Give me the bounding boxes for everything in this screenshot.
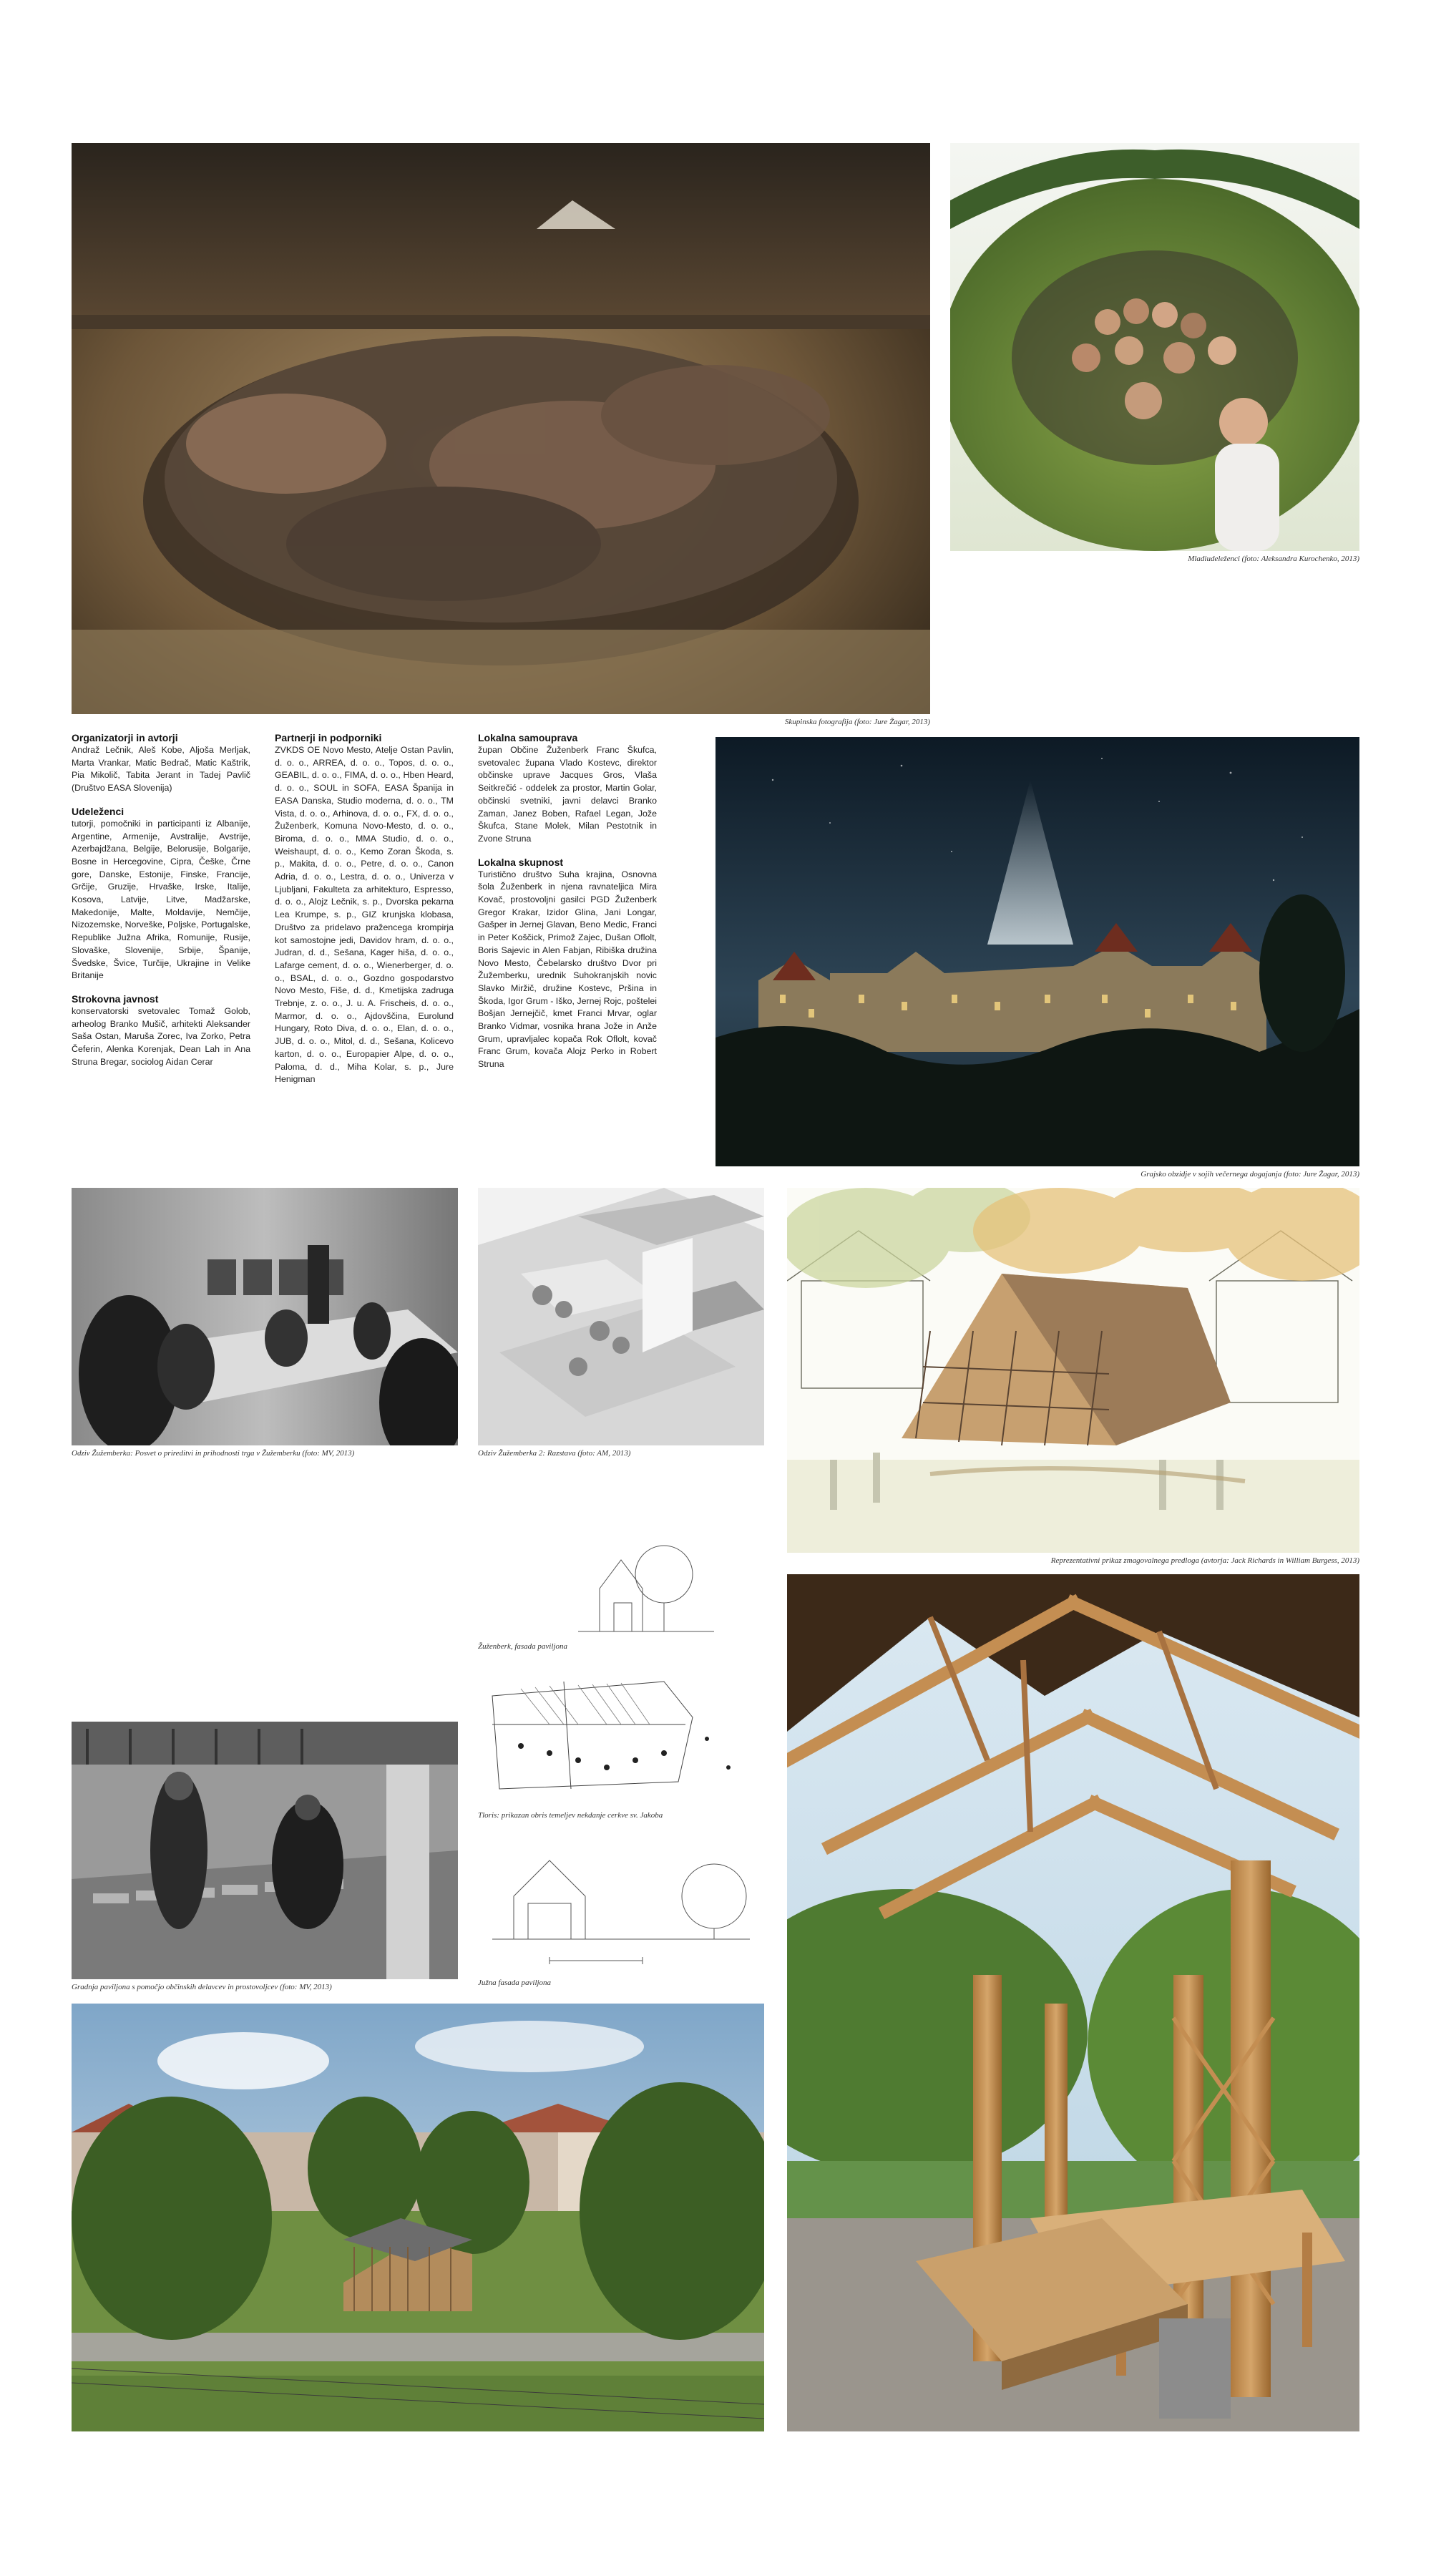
- pavilion-sketch: [787, 1188, 1359, 1553]
- south-facade-drawing: [478, 1832, 764, 1975]
- castle-night-photo: [716, 737, 1359, 1166]
- credits-column-3: [478, 731, 657, 1081]
- pavilion-sketch-caption: Reprezentativni prikaz zmagovalnega predloga (avtorja: Jack Richards in William Burgess, 2013): [1050, 1556, 1359, 1565]
- model-render-photo: [478, 1188, 764, 1445]
- construction-caption: Gradnja paviljona s pomočjo občinskih delavcev in prostovoljcev (foto: MV, 2013): [72, 1983, 332, 1991]
- construction-photo: [72, 1722, 458, 1979]
- fisheye-photo-caption: Mladiudeleženci (foto: Aleksandra Kurochenko, 2013): [1188, 555, 1359, 563]
- pavilion-interior-photo: [787, 1574, 1359, 2431]
- local-community-heading: Lokalna skupnost: [478, 856, 564, 868]
- model-render-caption: Odziv Žužemberka 2: Razstava (foto: AM, 2013): [478, 1449, 631, 1458]
- local-gov-text: župan Občine Žuženberk Franc Škufca, svetovalec župana Vlado Kostevc, direktor občinske uprave Jacques Gros, Vlaša Seitkrečić - oddelek za prostor, Martin Golar, občinski svetniki, javni delavci Branko Zaman, Janez Boben, Rafael Legan, Jože Škufca, Stane Molek, Milan Pestotnik in Zvone Struna: [478, 745, 657, 844]
- fisheye-photo: [950, 143, 1359, 551]
- experts-text: konservatorski svetovalec Tomaž Golob, arheolog Branko Mušič, arhitekti Aleksander Saša Ostan, Maruša Zorec, Iva Zorko, Petra Čeferin, Alenka Korenjak, Dean Lah in Ana Struna Bregar, sociolog Aidan Cerar: [72, 1005, 250, 1067]
- credits-column-1: [72, 731, 250, 1078]
- elevation-drawing: [478, 1510, 764, 1639]
- local-gov-heading: Lokalna samouprava: [478, 732, 578, 743]
- experts-heading: Strokovna javnost: [72, 992, 159, 1005]
- partners-text: ZVKDS OE Novo Mesto, Atelje Ostan Pavlin, d. o. o., ARREA, d. o. o., Topos, d. o. o., GEABIL, d. o. o., FIMA, d. o. o., Hben Heard, d. o. o., SOUL in SOFA, EASA Španija in EASA Danska, Studio moderna, d. o. o., TM Vista, d. o. o., Arhinova, d. o. o., FX, d. o. o., Žuženberk, Komuna Novo-Mesto, d. o. o., Biroma, d. o. o., MMA Studio, d. o. o., Weishaupt, d. o. o., Kemo Zoran Škoda, s. p., Makita, d. o. o., Petre, d. o. o., Canon Adria, d. o. o., Lestra, d. o. o., Univerza v Ljubljani, Fakulteta za arhitekturo, Espresso, d. o. o., Alojz Lečnik, s. p., Dvorska pekarna Lea Krumpe, s. p., GIZ krunjska klobasa, Društvo za pridelavo pražencega krompirja kot samostojne jedi, Davidov hram, d. o. o., Judran, d. d., Sešana, Kager hiša, d. o. o., Lafarge cement, d. o. o., Wienerberger, d. o. o., BSAL, d. o. o., Gozdno gospodarstvo Novo Mesto, Fiše, d. d., Kmetijska zadruga Trebnje, z. o. o., J. u. A. Frischeis, d. o. o., Marmor, d. o. o., Ajdovščina, Eurolund Hungary, Roto Diva, d. o. o., Elan, d. o. o., JUB, d. o. o., Mitol, d. d., Sešana, Kolicevo karton, d. o. o., Europapier Alpe, d. o. o., Paloma, d. d., Miha Kolar, s. p., Jure Henigman: [275, 745, 454, 1085]
- south-facade-caption: Južna fasada paviljona: [478, 1979, 552, 1987]
- organizers-heading: Organizatorji in avtorji: [72, 732, 178, 743]
- local-community-text: Turistično društvo Suha krajina, Osnovna šola Žuženberk in njena ravnateljica Mira Kovač, prostovoljni gasilci PGD Žuženberk Gregor Krakar, Izidor Glina, Jani Longar, Gašper in Jernej Glavan, Beno Medic, Franci in Peter Koščick, Primož Zajec, Dušan Oflolt, Boris Sajevic in Alen Fabjan, Ribiška družina Novo Mesto, Čebelarsko društvo Dvor pri Žužemberku, urednik Suhokranjskih novic Slavko Miržič, družine Kostevc, Pršina in Škoda, Igor Grum - Iško, Jernej Rojc, poštelei Bošjan Jernejčič, kmet Franci Mrvar, oglar Branko Vidmar, vosnika hrana Jože in Anže Grum, upravljalec kopača Rok Oflolt, kovač Franc Grum, kovača Alojz Perko in Robert Struna: [478, 869, 657, 1070]
- participants-heading: Udeleženci: [72, 805, 124, 817]
- partners-heading: Partnerji in podporniki: [275, 732, 382, 743]
- group-photo: [72, 143, 930, 714]
- plan-drawing-caption: Tloris: prikazan obris temeljev nekdanje cerkve sv. Jakoba: [478, 1811, 663, 1820]
- credits-column-2: [275, 731, 454, 1096]
- group-photo-caption: Skupinska fotografija (foto: Jure Žagar, 2013): [784, 718, 930, 726]
- aerial-pavilion-photo: [72, 2004, 764, 2431]
- workshop-room-caption: Odziv Žužemberka: Posvet o prireditvi in prihodnosti trga v Žužemberku (foto: MV, 2013): [72, 1449, 355, 1458]
- castle-night-caption: Grajsko obzidje v sojih večernega dogajanja (foto: Jure Žagar, 2013): [1141, 1170, 1359, 1179]
- workshop-room-photo: [72, 1188, 458, 1445]
- participants-text: tutorji, pomočniki in participanti iz Albanije, Argentine, Armenije, Avstralije, Avstrije, Azerbajdžana, Belgije, Belorusije, Bolgarije, Bosne in Hercegovine, Cipra, Češke, Črne gore, Danske, Estonije, Finske, Francije, Grčije, Gruzije, Hrvaške, Irske, Italije, Kosova, Latvije, Litve, Madžarske, Makedonije, Malte, Moldavije, Nemčije, Nizozemske, Norveške, Poljske, Portugalske, Republike Južna Afrika, Romunije, Rusije, Slovaške, Slovenije, Srbije, Španije, Švedske, Švice, Turčije, Ukrajine in Velike Britanije: [72, 818, 250, 981]
- elevation-drawing-caption: Žuženberk, fasada paviljona: [478, 1642, 567, 1651]
- organizers-text: Andraž Lečnik, Aleš Kobe, Aljoša Merljak, Marta Vrankar, Matic Bedrač, Matic Kaštrik, Pia Mikolič, Tabita Jerant in Tadej Pavlič (Društvo EASA Slovenija): [72, 745, 250, 794]
- plan-drawing: [478, 1653, 764, 1803]
